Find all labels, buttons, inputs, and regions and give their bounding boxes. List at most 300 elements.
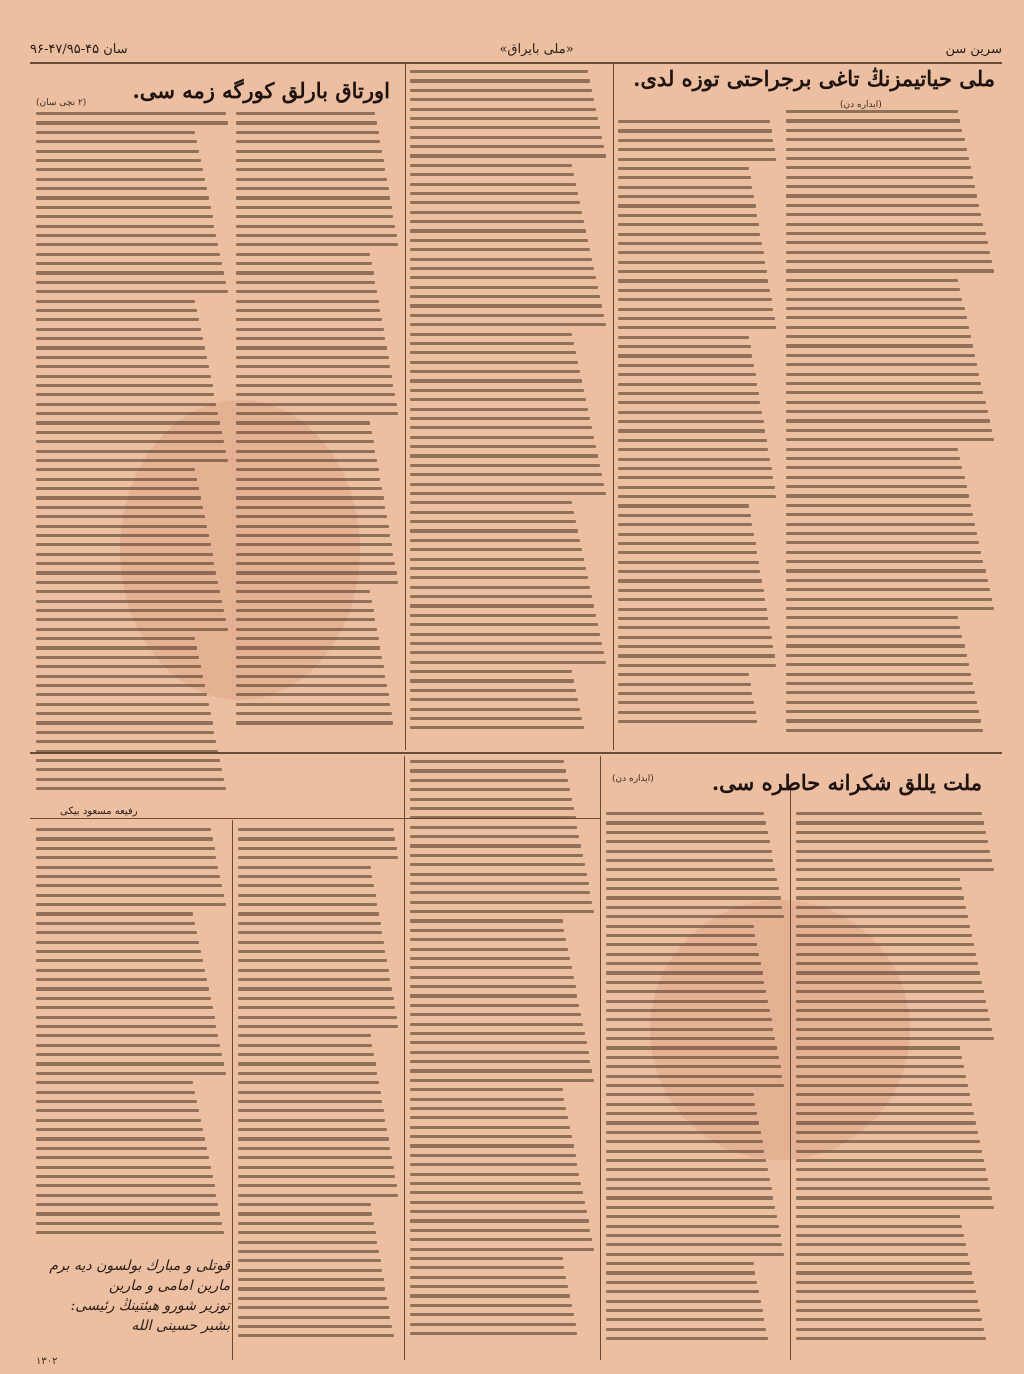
text-line <box>786 298 962 301</box>
text-line <box>786 485 967 488</box>
text-line <box>410 558 584 561</box>
text-line <box>36 140 197 143</box>
text-line <box>236 178 387 181</box>
text-column <box>36 112 230 802</box>
text-line <box>606 1225 779 1228</box>
text-line <box>618 251 764 254</box>
text-line <box>618 242 762 245</box>
text-line <box>606 1328 766 1331</box>
text-line <box>606 906 782 909</box>
text-line <box>238 1269 382 1272</box>
text-line <box>410 760 564 763</box>
text-line <box>410 154 606 157</box>
text-line <box>786 588 990 591</box>
text-line <box>36 922 195 925</box>
text-line <box>236 684 387 687</box>
text-line <box>410 520 576 523</box>
text-line <box>36 450 226 453</box>
text-line <box>410 576 588 579</box>
text-line <box>410 1182 581 1185</box>
text-line <box>236 712 392 715</box>
text-line <box>618 223 759 226</box>
text-line <box>786 363 977 366</box>
text-line <box>36 1231 224 1234</box>
text-line <box>236 721 393 724</box>
text-line <box>618 336 749 339</box>
text-line <box>796 1225 962 1228</box>
text-column <box>606 812 786 1352</box>
text-line <box>410 1304 572 1307</box>
text-line <box>606 1253 784 1256</box>
text-line <box>238 1147 390 1150</box>
text-line <box>606 1112 757 1115</box>
text-line <box>410 689 576 692</box>
text-line <box>796 821 984 824</box>
text-line <box>796 1178 988 1181</box>
text-line <box>786 382 981 385</box>
text-line <box>238 1222 374 1225</box>
text-line <box>236 206 392 209</box>
text-line <box>36 1091 195 1094</box>
text-line <box>618 214 757 217</box>
text-line <box>410 651 604 654</box>
text-line <box>236 225 395 228</box>
text-line <box>410 1032 585 1035</box>
text-line <box>238 978 390 981</box>
text-line <box>410 1004 579 1007</box>
text-line <box>786 335 971 338</box>
text-line <box>36 1081 193 1084</box>
text-line <box>618 533 754 536</box>
text-line <box>36 884 222 887</box>
text-line <box>796 1000 986 1003</box>
text-line <box>410 586 590 589</box>
text-line <box>36 112 226 115</box>
text-line <box>606 953 759 956</box>
text-line <box>796 962 978 965</box>
text-line <box>36 931 197 934</box>
text-line <box>618 392 759 395</box>
text-line <box>618 289 770 292</box>
text-line <box>618 701 754 704</box>
text-line <box>786 419 990 422</box>
text-line <box>786 654 967 657</box>
text-line <box>236 440 374 443</box>
text-line <box>236 234 397 237</box>
text-line <box>36 300 195 303</box>
text-line <box>236 675 385 678</box>
text-line <box>236 525 389 528</box>
text-line <box>786 438 994 441</box>
text-line <box>786 269 994 272</box>
text-line <box>36 1119 201 1122</box>
text-column <box>236 112 400 740</box>
text-line <box>786 494 969 497</box>
text-line <box>796 878 960 881</box>
text-line <box>410 1276 566 1279</box>
text-line <box>36 337 203 340</box>
text-line <box>410 1098 564 1101</box>
text-line <box>36 234 216 237</box>
text-line <box>238 1053 374 1056</box>
text-line <box>236 196 390 199</box>
text-line <box>606 1206 775 1209</box>
text-line <box>410 1191 583 1194</box>
text-line <box>786 691 975 694</box>
text-line <box>238 1006 395 1009</box>
text-line <box>796 1103 972 1106</box>
text-line <box>410 295 600 298</box>
text-line <box>786 532 977 535</box>
text-line <box>410 633 600 636</box>
text-line <box>410 1163 577 1166</box>
text-line <box>36 646 197 649</box>
text-line <box>796 831 986 834</box>
text-line <box>410 464 600 467</box>
text-line <box>410 126 600 129</box>
text-line <box>618 439 767 442</box>
text-line <box>236 112 375 115</box>
text-line <box>36 309 197 312</box>
text-line <box>606 1271 755 1274</box>
text-line <box>796 943 974 946</box>
text-line <box>618 195 754 198</box>
text-line <box>238 950 385 953</box>
text-line <box>238 884 374 887</box>
text-line <box>36 459 228 462</box>
text-line <box>796 1168 986 1171</box>
text-line <box>618 486 775 489</box>
text-line <box>606 850 772 853</box>
text-line <box>238 1297 387 1300</box>
text-line <box>606 925 754 928</box>
text-line <box>796 1206 994 1209</box>
text-line <box>236 281 375 284</box>
text-line <box>796 1262 970 1265</box>
text-line <box>36 618 226 621</box>
text-line <box>786 241 988 244</box>
text-line <box>238 997 394 1000</box>
text-line <box>238 1072 377 1075</box>
text-line <box>786 213 981 216</box>
text-line <box>36 318 199 321</box>
text-line <box>36 206 211 209</box>
text-line <box>238 1278 384 1281</box>
text-line <box>606 878 777 881</box>
text-line <box>36 346 205 349</box>
text-line <box>410 1041 587 1044</box>
text-line <box>36 440 224 443</box>
text-line <box>786 541 979 544</box>
text-line <box>36 894 224 897</box>
text-line <box>238 1062 376 1065</box>
text-line <box>606 990 766 993</box>
text-line <box>618 270 767 273</box>
text-line <box>36 131 195 134</box>
text-line <box>786 719 981 722</box>
text-line <box>36 866 218 869</box>
text-line <box>606 1000 768 1003</box>
text-line <box>238 1100 382 1103</box>
text-column <box>410 760 596 1352</box>
text-line <box>410 567 586 570</box>
text-line <box>618 308 773 311</box>
text-line <box>786 626 960 629</box>
text-line <box>796 1271 972 1274</box>
text-line <box>410 117 598 120</box>
text-line <box>410 614 596 617</box>
text-line <box>410 788 570 791</box>
text-line <box>36 778 224 781</box>
text-line <box>410 1135 572 1138</box>
text-line <box>410 1107 566 1110</box>
footer-line: مارین امامی و مارین <box>108 1278 230 1294</box>
column-divider <box>232 820 233 1360</box>
text-line <box>36 1053 222 1056</box>
text-line <box>410 835 579 838</box>
text-line <box>238 1175 395 1178</box>
text-line <box>410 408 588 411</box>
text-line <box>786 644 965 647</box>
text-line <box>796 981 982 984</box>
text-line <box>236 375 392 378</box>
text-column <box>36 828 228 1248</box>
text-line <box>36 393 214 396</box>
text-line <box>618 120 770 123</box>
text-line <box>36 837 213 840</box>
text-line <box>236 421 370 424</box>
text-line <box>618 626 770 629</box>
text-line <box>786 176 973 179</box>
text-line <box>410 779 568 782</box>
text-line <box>36 656 199 659</box>
text-line <box>786 316 967 319</box>
text-line <box>410 70 588 73</box>
text-line <box>36 941 199 944</box>
text-line <box>236 262 372 265</box>
text-line <box>618 692 752 695</box>
text-line <box>238 1259 381 1262</box>
text-line <box>36 703 209 706</box>
text-line <box>36 281 226 284</box>
text-line <box>410 483 604 486</box>
text-line <box>410 333 572 336</box>
text-column <box>796 812 996 1352</box>
text-line <box>606 1046 777 1049</box>
text-line <box>410 511 574 514</box>
text-line <box>618 636 772 639</box>
text-line <box>618 167 749 170</box>
text-line <box>786 157 969 160</box>
text-line <box>410 642 602 645</box>
text-line <box>36 253 220 256</box>
text-line <box>606 1037 775 1040</box>
text-line <box>36 1025 216 1028</box>
text-line <box>618 589 764 592</box>
text-line <box>36 121 228 124</box>
text-line <box>36 628 228 631</box>
text-line <box>236 581 398 584</box>
text-line <box>238 1081 379 1084</box>
text-line <box>238 1306 389 1309</box>
text-line <box>410 873 587 876</box>
text-line <box>36 1194 216 1197</box>
text-line <box>36 487 199 490</box>
text-line <box>36 721 213 724</box>
text-line <box>236 318 382 321</box>
text-line <box>410 436 594 439</box>
footer-line: قوتلی و مبارك بولسون دیه برم <box>49 1258 230 1274</box>
column-divider <box>790 790 791 1360</box>
text-line <box>410 454 598 457</box>
text-line <box>238 1156 392 1159</box>
text-line <box>618 476 773 479</box>
text-line <box>236 271 374 274</box>
text-line <box>410 938 566 941</box>
text-line <box>796 1112 974 1115</box>
text-line <box>618 570 760 573</box>
text-line <box>238 903 377 906</box>
text-line <box>618 420 764 423</box>
text-line <box>796 1281 974 1284</box>
text-line <box>238 1325 392 1328</box>
text-line <box>606 1281 757 1284</box>
text-line <box>796 1300 978 1303</box>
text-line <box>36 1016 215 1019</box>
text-line <box>36 468 195 471</box>
text-line <box>786 673 971 676</box>
mid-tag: (ایداره دن) <box>612 774 654 784</box>
text-line <box>786 138 965 141</box>
text-line <box>410 1332 577 1335</box>
text-line <box>410 539 580 542</box>
text-line <box>796 1328 984 1331</box>
text-line <box>410 389 584 392</box>
text-line <box>796 1187 990 1190</box>
text-line <box>236 562 395 565</box>
text-line <box>618 233 760 236</box>
text-line <box>410 136 602 139</box>
text-line <box>238 856 398 859</box>
text-line <box>796 1243 966 1246</box>
text-line <box>36 365 209 368</box>
text-line <box>36 750 218 753</box>
text-line <box>36 684 205 687</box>
text-line <box>618 373 756 376</box>
text-line <box>236 300 379 303</box>
text-line <box>238 894 376 897</box>
text-line <box>606 1215 777 1218</box>
text-line <box>236 215 393 218</box>
text-line <box>36 534 209 537</box>
text-line <box>606 1075 782 1078</box>
text-line <box>796 953 976 956</box>
text-line <box>410 595 592 598</box>
text-line <box>36 412 218 415</box>
text-line <box>36 787 226 790</box>
text-line <box>36 912 193 915</box>
text-line <box>238 1016 397 1019</box>
text-line <box>36 403 216 406</box>
text-line <box>236 393 395 396</box>
text-line <box>786 110 958 113</box>
text-line <box>410 239 588 242</box>
text-line <box>410 286 598 289</box>
text-line <box>238 969 389 972</box>
text-line <box>36 1006 213 1009</box>
text-line <box>796 1196 992 1199</box>
text-line <box>786 166 971 169</box>
text-line <box>606 1028 773 1031</box>
text-line <box>410 844 581 847</box>
text-line <box>410 604 594 607</box>
text-line <box>796 1131 978 1134</box>
text-line <box>238 912 379 915</box>
text-line <box>606 1318 764 1321</box>
text-line <box>238 1166 394 1169</box>
text-line <box>410 192 578 195</box>
text-line <box>786 560 983 563</box>
text-line <box>36 271 224 274</box>
text-line <box>236 253 370 256</box>
text-line <box>36 590 220 593</box>
text-line <box>606 1187 772 1190</box>
text-line <box>618 383 757 386</box>
text-line <box>796 896 964 899</box>
text-line <box>796 1093 970 1096</box>
text-line <box>410 726 584 729</box>
text-line <box>236 703 390 706</box>
text-line <box>410 98 594 101</box>
text-line <box>786 391 983 394</box>
text-column <box>786 110 996 740</box>
text-line <box>36 1166 211 1169</box>
text-line <box>796 1234 964 1237</box>
text-line <box>236 356 389 359</box>
text-line <box>618 411 762 414</box>
text-line <box>410 623 598 626</box>
text-line <box>36 356 207 359</box>
text-line <box>786 223 983 226</box>
text-line <box>786 682 973 685</box>
text-line <box>786 401 986 404</box>
text-line <box>618 279 768 282</box>
text-line <box>410 901 592 904</box>
text-line <box>606 1131 761 1134</box>
text-line <box>236 403 397 406</box>
text-line <box>606 1290 759 1293</box>
text-line <box>606 1159 766 1162</box>
text-line <box>410 1079 594 1082</box>
text-line <box>618 683 751 686</box>
text-line <box>618 720 757 723</box>
text-line <box>36 987 209 990</box>
text-line <box>36 421 220 424</box>
text-line <box>36 1044 220 1047</box>
text-line <box>410 1088 563 1091</box>
text-line <box>606 1018 772 1021</box>
text-line <box>238 1119 385 1122</box>
text-line <box>618 514 751 517</box>
text-line <box>796 1037 994 1040</box>
text-line <box>410 994 577 997</box>
text-line <box>606 1309 763 1312</box>
text-line <box>606 1234 781 1237</box>
text-line <box>410 816 576 819</box>
text-line <box>410 304 602 307</box>
text-line <box>36 328 201 331</box>
text-line <box>410 966 572 969</box>
